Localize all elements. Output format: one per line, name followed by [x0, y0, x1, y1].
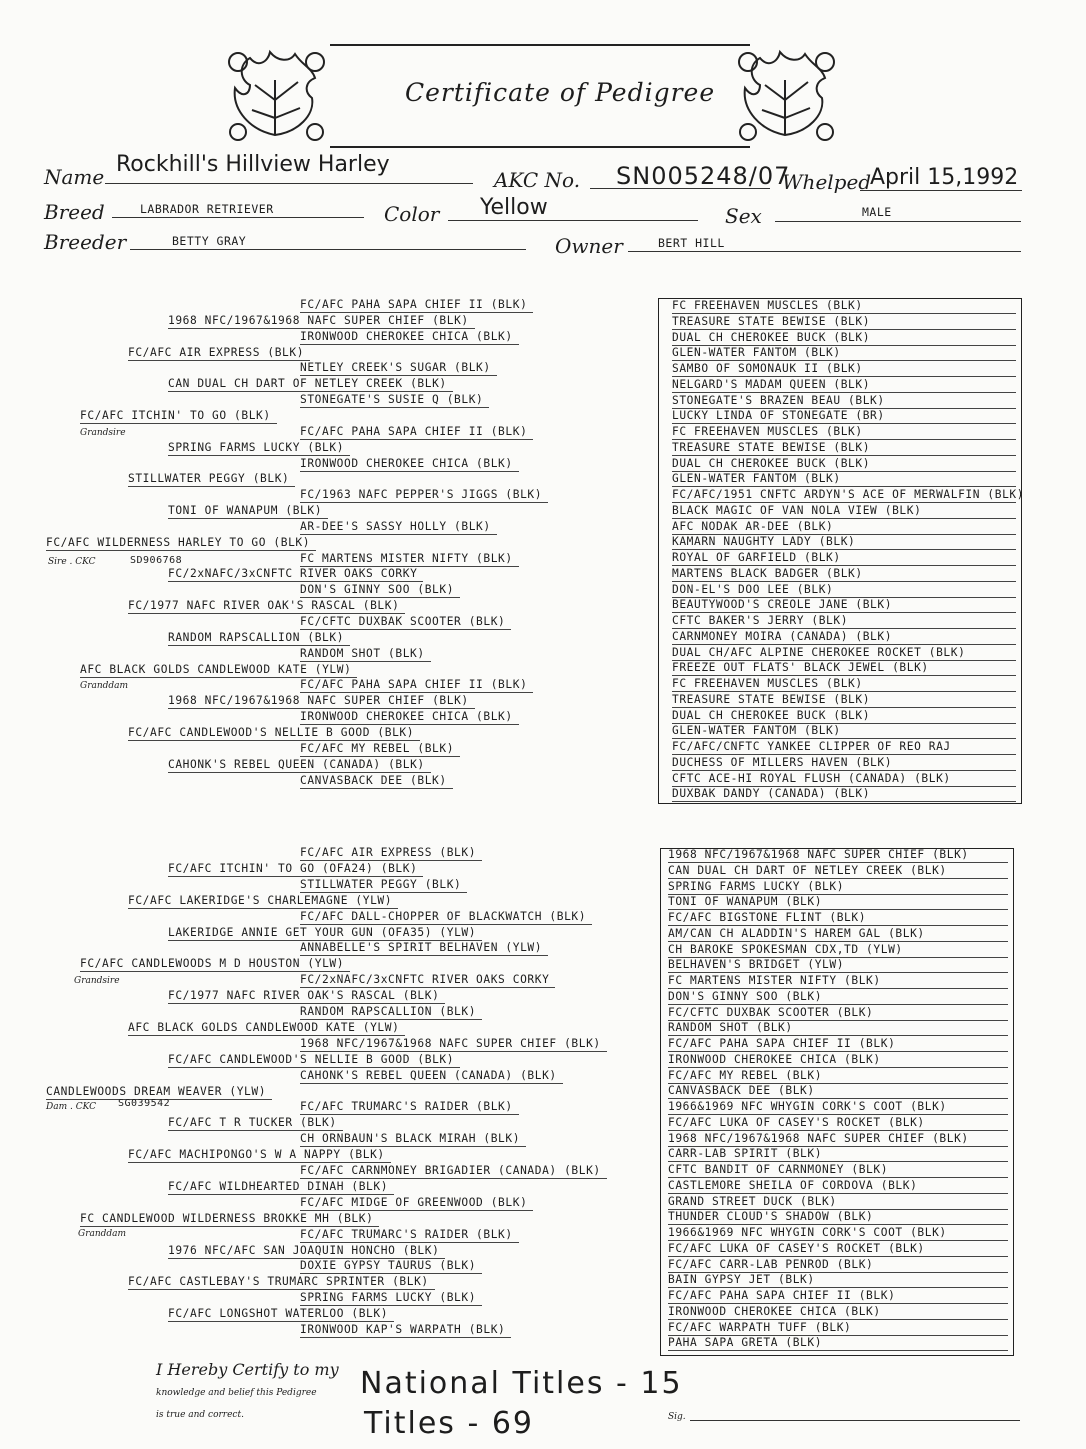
- ancestor-gen5-entry: FC/AFC/1951 CNFTC ARDYN'S ACE OF MERWALFIN (BLK): [672, 488, 1025, 501]
- ancestor-gen1-entry: FC/1977 NAFC RIVER OAK'S RASCAL (BLK): [168, 989, 445, 1004]
- ancestor-gen5-entry: 1968 NFC/1967&1968 NAFC SUPER CHIEF (BLK): [668, 1132, 1008, 1147]
- ancestor-gen0-entry: ANNABELLE'S SPIRIT BELHAVEN (YLW): [300, 941, 548, 956]
- sex-label: Sex: [725, 204, 762, 228]
- ancestor-gen2-entry: FC/AFC LAKERIDGE'S CHARLEMAGNE (YLW): [128, 894, 398, 909]
- ancestor-gen0-entry: FC/AFC TRUMARC'S RAIDER (BLK): [300, 1100, 519, 1115]
- ancestor-gen2-entry: FC/AFC CANDLEWOOD'S NELLIE B GOOD (BLK): [128, 726, 420, 741]
- ancestor-gen0-entry: FC/AFC TRUMARC'S RAIDER (BLK): [300, 1228, 519, 1243]
- ancestor-gen5-entry: FC FREEHAVEN MUSCLES (BLK): [672, 299, 1016, 314]
- ancestor-gen1-entry: CAN DUAL CH DART OF NETLEY CREEK (BLK): [168, 377, 453, 392]
- ancestor-gen5-entry: FC/AFC PAHA SAPA CHIEF II (BLK): [668, 1037, 1008, 1052]
- ancestor-gen1-entry: CAHONK'S REBEL QUEEN (CANADA) (BLK): [168, 758, 431, 773]
- ancestor-gen1-entry: FC/AFC CANDLEWOOD'S NELLIE B GOOD (BLK): [168, 1053, 460, 1068]
- national-titles-note: National Titles - 15: [360, 1366, 683, 1401]
- ancestor-gen0-entry: IRONWOOD KAP'S WARPATH (BLK): [300, 1323, 511, 1338]
- whelped-date: April 15,1992: [870, 165, 1019, 190]
- ancestor-gen0-entry: FC/AFC MIDGE OF GREENWOOD (BLK): [300, 1196, 533, 1211]
- ancestor-gen1-entry: LAKERIDGE ANNIE GET YOUR GUN (OFA35) (YLW): [168, 926, 482, 941]
- color-label: Color: [384, 202, 440, 226]
- ancestor-gen1-entry: 1968 NFC/1967&1968 NAFC SUPER CHIEF (BLK): [168, 314, 475, 329]
- ancestor-gen5-entry: IRONWOOD CHEROKEE CHICA (BLK): [668, 1305, 1008, 1320]
- ancestor-gen5-entry: SAMBO OF SOMONAUK II (BLK): [672, 362, 1016, 377]
- ancestor-gen5-entry: CARNMONEY MOIRA (CANADA) (BLK): [672, 630, 1016, 645]
- ancestor-gen3-entry: FC CANDLEWOOD WILDERNESS BROKKE MH (BLK): [80, 1212, 379, 1227]
- ancestor-gen1-entry: 1968 NFC/1967&1968 NAFC SUPER CHIEF (BLK): [168, 694, 475, 709]
- ancestor-gen5-entry: FC/AFC BIGSTONE FLINT (BLK): [668, 911, 1008, 926]
- sire-registration-number: SD906768: [130, 555, 183, 566]
- ancestor-gen5-entry: CFTC BANDIT OF CARNMONEY (BLK): [668, 1163, 1008, 1178]
- ancestor-gen5-entry: CFTC ACE-HI ROYAL FLUSH (CANADA) (BLK): [672, 772, 1016, 787]
- ancestor-gen0-entry: STONEGATE'S SUSIE Q (BLK): [300, 393, 489, 408]
- ancestor-gen5-entry: TREASURE STATE BEWISE (BLK): [672, 693, 1016, 708]
- sire-registration-note: Sire . CKC: [48, 557, 96, 567]
- dam-registration-number: SG039542: [118, 1098, 171, 1109]
- ancestor-gen5-entry: 1966&1969 NFC WHYGIN CORK'S COOT (BLK): [668, 1226, 1008, 1241]
- ancestor-gen0-entry: 1968 NFC/1967&1968 NAFC SUPER CHIEF (BLK): [300, 1037, 607, 1052]
- ancestor-gen5-entry: FC/AFC/CNFTC YANKEE CLIPPER OF REO RAJ: [672, 740, 1016, 755]
- dam-grandsire-note: Grandsire: [74, 976, 120, 986]
- ancestor-gen0-entry: RANDOM SHOT (BLK): [300, 647, 431, 662]
- ancestor-gen5-entry: STONEGATE'S BRAZEN BEAU (BLK): [672, 394, 1016, 409]
- ancestor-gen3-entry: AFC BLACK GOLDS CANDLEWOOD KATE (YLW): [80, 663, 357, 678]
- ancestor-gen0-entry: FC/AFC MY REBEL (BLK): [300, 742, 460, 757]
- ancestor-gen1-entry: FC/2xNAFC/3xCNFTC RIVER OAKS CORKY: [168, 567, 423, 582]
- ancestor-gen0-entry: FC MARTENS MISTER NIFTY (BLK): [300, 552, 519, 567]
- ancestor-gen5-entry: KAMARN NAUGHTY LADY (BLK): [672, 535, 1016, 550]
- ancestor-gen3-entry: FC/AFC ITCHIN' TO GO (BLK): [80, 409, 277, 424]
- ancestor-gen0-entry: AR-DEE'S SASSY HOLLY (BLK): [300, 520, 497, 535]
- ancestor-gen2-entry: FC/1977 NAFC RIVER OAK'S RASCAL (BLK): [128, 599, 405, 614]
- titles-note: Titles - 69: [364, 1406, 534, 1441]
- ancestor-gen0-entry: CAHONK'S REBEL QUEEN (CANADA) (BLK): [300, 1069, 563, 1084]
- ancestor-gen5-entry: FC MARTENS MISTER NIFTY (BLK): [668, 974, 1008, 989]
- certify-statement-line-2: knowledge and belief this Pedigree: [156, 1388, 317, 1398]
- ancestor-gen5-entry: BEAUTYWOOD'S CREOLE JANE (BLK): [672, 598, 1016, 613]
- owner-value: BERT HILL: [658, 236, 725, 250]
- ancestor-gen1-entry: TONI OF WANAPUM (BLK): [168, 504, 328, 519]
- ancestor-gen0-entry: RANDOM RAPSCALLION (BLK): [300, 1005, 482, 1020]
- ancestor-gen5-entry: DON'S GINNY SOO (BLK): [668, 990, 1008, 1005]
- ancestor-gen0-entry: FC/AFC CARNMONEY BRIGADIER (CANADA) (BLK): [300, 1164, 607, 1179]
- name-underline: [105, 183, 473, 184]
- ancestor-gen5-entry: FC/CFTC DUXBAK SCOOTER (BLK): [668, 1006, 1008, 1021]
- ancestor-gen1-entry: FC/AFC LONGSHOT WATERLOO (BLK): [168, 1307, 394, 1322]
- ancestor-gen5-entry: TONI OF WANAPUM (BLK): [668, 895, 1008, 910]
- leaf-ornament-left-icon: [220, 40, 330, 150]
- ancestor-gen5-entry: DUAL CH CHEROKEE BUCK (BLK): [672, 457, 1016, 472]
- ancestor-gen2-entry: STILLWATER PEGGY (BLK): [128, 472, 295, 487]
- ancestor-gen2-entry: FC/AFC AIR EXPRESS (BLK): [128, 346, 310, 361]
- ancestor-gen0-entry: STILLWATER PEGGY (BLK): [300, 878, 467, 893]
- ancestor-gen5-entry: DUAL CH CHEROKEE BUCK (BLK): [672, 331, 1016, 346]
- ancestor-gen5-entry: TREASURE STATE BEWISE (BLK): [672, 315, 1016, 330]
- ancestor-gen5-entry: DUCHESS OF MILLERS HAVEN (BLK): [672, 756, 1016, 771]
- ancestor-gen1-entry: RANDOM RAPSCALLION (BLK): [168, 631, 350, 646]
- dam-registration-note: Dam . CKC: [46, 1102, 96, 1112]
- signature-label: Sig.: [668, 1412, 686, 1422]
- ancestor-gen1-entry: FC/AFC WILDHEARTED DINAH (BLK): [168, 1180, 394, 1195]
- ancestor-gen2-entry: FC/AFC MACHIPONGO'S W A NAPPY (BLK): [128, 1148, 391, 1163]
- ancestor-gen0-entry: FC/AFC AIR EXPRESS (BLK): [300, 846, 482, 861]
- akc-number: SN005248/07: [616, 162, 791, 190]
- ancestor-gen0-entry: IRONWOOD CHEROKEE CHICA (BLK): [300, 710, 519, 725]
- ancestor-gen5-entry: BELHAVEN'S BRIDGET (YLW): [668, 958, 1008, 973]
- ancestor-gen5-entry: TREASURE STATE BEWISE (BLK): [672, 441, 1016, 456]
- whelped-underline: [860, 190, 1022, 191]
- breed-underline: [112, 217, 364, 218]
- color-underline: [448, 220, 698, 221]
- ancestor-gen5-entry: FC FREEHAVEN MUSCLES (BLK): [672, 677, 1016, 692]
- ancestor-gen5-entry: RANDOM SHOT (BLK): [668, 1021, 1008, 1036]
- ancestor-gen1-entry: FC/AFC ITCHIN' TO GO (OFA24) (BLK): [168, 862, 423, 877]
- ancestor-gen5-entry: CASTLEMORE SHEILA OF CORDOVA (BLK): [668, 1179, 1008, 1194]
- ancestor-gen5-entry: CFTC BAKER'S JERRY (BLK): [672, 614, 1016, 629]
- breed-label: Breed: [44, 200, 105, 224]
- ancestor-gen5-entry: CH BAROKE SPOKESMAN CDX,TD (YLW): [668, 943, 1008, 958]
- ancestor-gen5-entry: FC/AFC MY REBEL (BLK): [668, 1069, 1008, 1084]
- certify-statement: I Hereby Certify to my: [156, 1360, 339, 1379]
- sire-granddam-note: Granddam: [80, 681, 129, 691]
- ancestor-gen5-entry: FREEZE OUT FLATS' BLACK JEWEL (BLK): [672, 661, 1016, 676]
- ancestor-gen0-entry: FC/AFC PAHA SAPA CHIEF II (BLK): [300, 678, 533, 693]
- ancestor-gen5-entry: AFC NODAK AR-DEE (BLK): [672, 520, 1016, 535]
- ancestor-gen2-entry: AFC BLACK GOLDS CANDLEWOOD KATE (YLW): [128, 1021, 405, 1036]
- ancestor-gen5-entry: PAHA SAPA GRETA (BLK): [668, 1336, 1008, 1351]
- ancestor-gen3-entry: FC/AFC CANDLEWOODS M D HOUSTON (YLW): [80, 957, 350, 972]
- ancestor-gen0-entry: IRONWOOD CHEROKEE CHICA (BLK): [300, 457, 519, 472]
- ancestor-gen1-entry: FC/AFC T R TUCKER (BLK): [168, 1116, 343, 1131]
- ancestor-gen5-entry: FC/AFC CARR-LAB PENROD (BLK): [668, 1258, 1008, 1273]
- ancestor-gen0-entry: CANVASBACK DEE (BLK): [300, 774, 453, 789]
- ancestor-gen0-entry: FC/2xNAFC/3xCNFTC RIVER OAKS CORKY: [300, 973, 555, 988]
- dam-granddam-note: Granddam: [78, 1229, 127, 1239]
- ancestor-gen5-entry: NELGARD'S MADAM QUEEN (BLK): [672, 378, 1016, 393]
- breeder-underline: [130, 249, 526, 250]
- ancestor-gen5-entry: FC/AFC LUKA OF CASEY'S ROCKET (BLK): [668, 1242, 1008, 1257]
- whelped-label: Whelped: [782, 170, 872, 194]
- ancestor-gen5-entry: ROYAL OF GARFIELD (BLK): [672, 551, 1016, 566]
- ancestor-gen5-entry: IRONWOOD CHEROKEE CHICA (BLK): [668, 1053, 1008, 1068]
- ancestor-gen0-entry: DON'S GINNY SOO (BLK): [300, 583, 460, 598]
- ancestor-gen5-entry: 1968 NFC/1967&1968 NAFC SUPER CHIEF (BLK): [668, 848, 1008, 863]
- owner-label: Owner: [555, 234, 623, 258]
- ancestor-gen0-entry: DOXIE GYPSY TAURUS (BLK): [300, 1259, 482, 1274]
- sex-underline: [775, 221, 1021, 222]
- ancestor-gen0-entry: FC/CFTC DUXBAK SCOOTER (BLK): [300, 615, 511, 630]
- ancestor-gen5-entry: AM/CAN CH ALADDIN'S HAREM GAL (BLK): [668, 927, 1008, 942]
- ancestor-gen5-entry: 1966&1969 NFC WHYGIN CORK'S COOT (BLK): [668, 1100, 1008, 1115]
- ancestor-gen5-entry: FC/AFC WARPATH TUFF (BLK): [668, 1321, 1008, 1336]
- ancestor-gen0-entry: SPRING FARMS LUCKY (BLK): [300, 1291, 482, 1306]
- ancestor-gen5-entry: MARTENS BLACK BADGER (BLK): [672, 567, 1016, 582]
- ancestor-gen0-entry: FC/AFC PAHA SAPA CHIEF II (BLK): [300, 425, 533, 440]
- ancestor-gen1-entry: SPRING FARMS LUCKY (BLK): [168, 441, 350, 456]
- ancestor-gen0-entry: FC/AFC DALL-CHOPPER OF BLACKWATCH (BLK): [300, 910, 592, 925]
- ancestor-gen4-entry: FC/AFC WILDERNESS HARLEY TO GO (BLK): [46, 536, 316, 551]
- color-value: Yellow: [480, 195, 548, 220]
- ancestor-gen5-entry: DON-EL'S DOO LEE (BLK): [672, 583, 1016, 598]
- breeder-value: BETTY GRAY: [172, 234, 247, 248]
- ancestor-gen0-entry: CH ORNBAUN'S BLACK MIRAH (BLK): [300, 1132, 526, 1147]
- ancestor-gen5-entry: DUAL CH CHEROKEE BUCK (BLK): [672, 709, 1016, 724]
- ancestor-gen5-entry: LUCKY LINDA OF STONEGATE (BR): [672, 409, 1016, 424]
- ancestor-gen0-entry: NETLEY CREEK'S SUGAR (BLK): [300, 361, 497, 376]
- ancestor-gen5-entry: FC/AFC PAHA SAPA CHIEF II (BLK): [668, 1289, 1008, 1304]
- ancestor-gen5-entry: CAN DUAL CH DART OF NETLEY CREEK (BLK): [668, 864, 1008, 879]
- signature-line: [690, 1420, 1020, 1421]
- ancestor-gen4-entry: CANDLEWOODS DREAM WEAVER (YLW): [46, 1085, 272, 1100]
- ancestor-gen5-entry: CANVASBACK DEE (BLK): [668, 1084, 1008, 1099]
- ancestor-gen5-entry: FC/AFC LUKA OF CASEY'S ROCKET (BLK): [668, 1116, 1008, 1131]
- ancestor-gen5-entry: BLACK MAGIC OF VAN NOLA VIEW (BLK): [672, 504, 1016, 519]
- ancestor-gen2-entry: FC/AFC CASTLEBAY'S TRUMARC SPRINTER (BLK): [128, 1275, 435, 1290]
- dog-name: Rockhill's Hillview Harley: [116, 152, 390, 177]
- sex-value: MALE: [862, 205, 892, 219]
- ancestor-gen0-entry: IRONWOOD CHEROKEE CHICA (BLK): [300, 330, 519, 345]
- sire-grandsire-note: Grandsire: [80, 428, 126, 438]
- ancestor-gen0-entry: FC/AFC PAHA SAPA CHIEF II (BLK): [300, 298, 533, 313]
- akc-label: AKC No.: [494, 168, 581, 192]
- akc-underline: [590, 188, 770, 189]
- ancestor-gen5-entry: GLEN-WATER FANTOM (BLK): [672, 472, 1016, 487]
- ancestor-gen5-entry: THUNDER CLOUD'S SHADOW (BLK): [668, 1210, 1008, 1225]
- certificate-title: Certificate of Pedigree: [405, 78, 716, 107]
- ancestor-gen1-entry: 1976 NFC/AFC SAN JOAQUIN HONCHO (BLK): [168, 1244, 445, 1259]
- name-label: Name: [44, 165, 105, 189]
- ancestor-gen5-entry: BAIN GYPSY JET (BLK): [668, 1273, 1008, 1288]
- ancestor-gen5-entry: CARR-LAB SPIRIT (BLK): [668, 1147, 1008, 1162]
- certify-statement-line-3: is true and correct.: [156, 1410, 244, 1420]
- ancestor-gen5-entry: DUXBAK DANDY (CANADA) (BLK): [672, 787, 1016, 802]
- breed-value: LABRADOR RETRIEVER: [140, 202, 274, 216]
- ancestor-gen5-entry: GRAND STREET DUCK (BLK): [668, 1195, 1008, 1210]
- ancestor-gen5-entry: GLEN-WATER FANTOM (BLK): [672, 724, 1016, 739]
- ancestor-gen5-entry: DUAL CH/AFC ALPINE CHEROKEE ROCKET (BLK): [672, 646, 1016, 661]
- breeder-label: Breeder: [44, 230, 127, 254]
- ancestor-gen0-entry: FC/1963 NAFC PEPPER'S JIGGS (BLK): [300, 488, 548, 503]
- owner-underline: [628, 251, 1021, 252]
- ancestor-gen5-entry: SPRING FARMS LUCKY (BLK): [668, 880, 1008, 895]
- ancestor-gen5-entry: GLEN-WATER FANTOM (BLK): [672, 346, 1016, 361]
- ancestor-gen5-entry: FC FREEHAVEN MUSCLES (BLK): [672, 425, 1016, 440]
